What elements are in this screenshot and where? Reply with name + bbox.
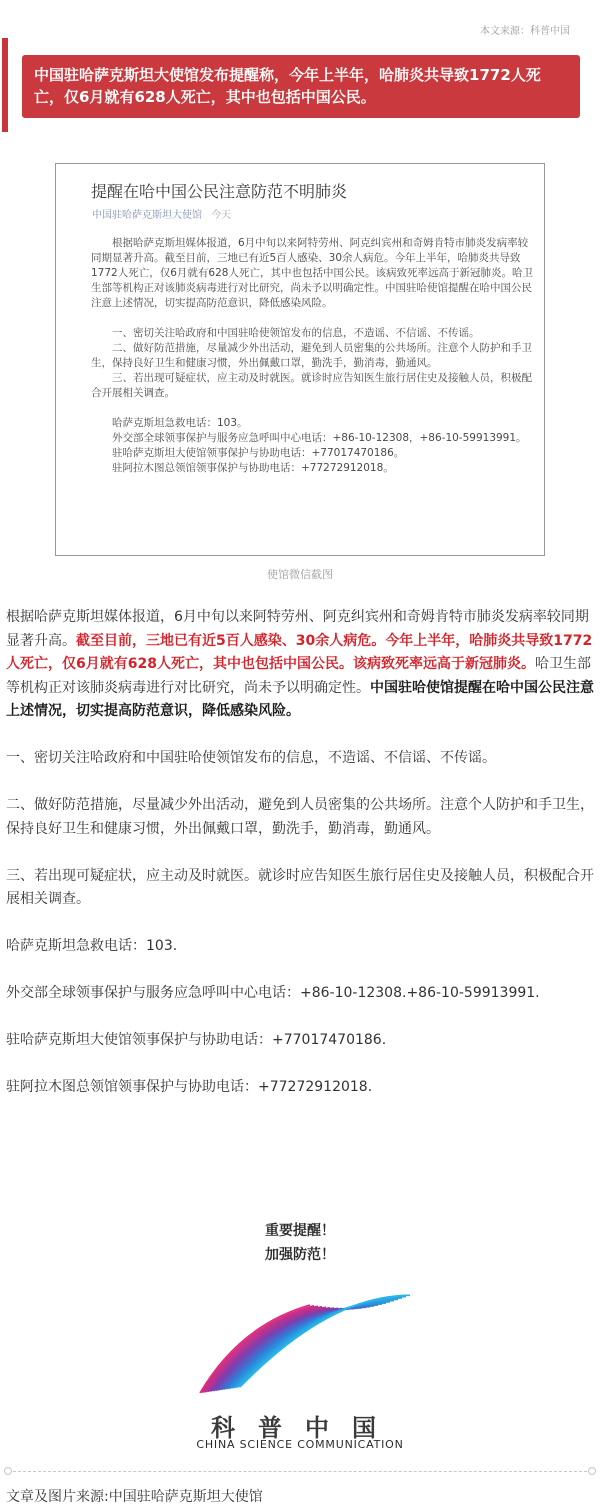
- slogan: [0, 1219, 600, 1267]
- article-text: 哈卫生部等机构正对该肺炎病毒进行对比研究，尚未予以明确定性。: [6, 656, 591, 696]
- article-paragraph: 驻哈萨克斯坦大使馆领事保护与协助电话：+77017470186.: [6, 1032, 387, 1048]
- headline-banner: 中国驻哈萨克斯坦大使馆发布提醒称，今年上半年，哈肺炎共导致1772人死亡，仅6月就有628人死亡，其中也包括中国公民。: [22, 55, 580, 118]
- notice-paragraph: 三、若出现可疑症状，应主动及时就医。就诊时应告知医生旅行居住史及接触人员，积极配合开展相关调查。: [91, 372, 532, 399]
- article-paragraph: [6, 606, 596, 724]
- article-paragraph: 驻阿拉木图总领馆领事保护与协助电话：+77272912018.: [6, 1079, 373, 1095]
- divider: [8, 1471, 592, 1472]
- notice-org[interactable]: 中国驻哈萨克斯坦大使馆: [92, 210, 202, 221]
- divider-end-dot: [588, 1467, 596, 1475]
- notice-date: 今天: [211, 210, 232, 221]
- notice-paragraph: 驻阿拉木图总领馆领事保护与协助电话：+77272912018。: [91, 462, 394, 474]
- notice-paragraph: 根据哈萨克斯坦媒体报道，6月中旬以来阿特劳州、阿克纠宾州和奇姆肯特市肺炎发病率较同期显著升高。截至目前，三地已有近5百人感染、30余人病危。今年上半年，哈肺炎共导致1772人死亡，仅6月就有628人死亡，其中也包括中国公民。该病致死率远高于新冠肺炎。哈卫生部等机构正对该肺炎病毒进行对比研究，尚未予以明确定性。中国驻哈使馆提醒在哈中国公民注意上述情况，切实提高防范意识，降低感染风险。: [91, 237, 533, 309]
- source-note: 本文来源：科普中国: [480, 26, 570, 37]
- article-paragraph: 外交部全球领事保护与服务应急呼叫中心电话：+86-10-12308.+86-10-59913991.: [6, 985, 540, 1001]
- article-paragraph: 哈萨克斯坦急救电话：103.: [6, 938, 178, 954]
- notice-paragraph: 一、密切关注哈政府和中国驻哈使领馆发布的信息，不造谣、不信谣、不传谣。: [91, 327, 480, 339]
- article-highlight-red: 截至目前，三地已有近5百人感染、30余人病危。今年上半年，哈肺炎共导致1772人死亡，仅6月就有628人死亡，其中也包括中国公民。该病致死率远高于新冠肺炎。: [6, 632, 593, 672]
- image-caption: 使馆微信截图: [267, 568, 333, 581]
- footer-source: 文章及图片来源:中国驻哈萨克斯坦大使馆: [6, 1489, 263, 1505]
- article-text: 根据哈萨克斯坦媒体报道，6月中旬以来阿特劳州、阿克纠宾州和奇姆肯特市肺炎发病率较同期显著升高。: [6, 609, 589, 649]
- notice-paragraph: 驻哈萨克斯坦大使馆领事保护与协助电话：+77017470186。: [91, 447, 405, 459]
- article-paragraph: 二、做好防范措施，尽量减少外出活动，避免到人员密集的公共场所。注意个人防护和手卫生，保持良好卫生和健康习惯，外出佩戴口罩，勤洗手，勤消毒，勤通风。: [6, 797, 594, 837]
- divider-end-dot: [4, 1467, 12, 1475]
- slogan-line: 加强防范！: [265, 1247, 335, 1263]
- notice-paragraph: 哈萨克斯坦急救电话：103。: [91, 417, 248, 429]
- china-science-logo: [160, 1285, 440, 1450]
- article-paragraph: 三、若出现可疑症状，应主动及时就医。就诊时应告知医生旅行居住史及接触人员，积极配合开展相关调查。: [6, 867, 594, 907]
- article-paragraph: 一、密切关注哈政府和中国驻哈使领馆发布的信息，不造谣、不信谣、不传谣。: [6, 750, 496, 766]
- notice-paragraph: 外交部全球领事保护与服务应急呼叫中心电话：+86-10-12308，+86-10-59913991。: [91, 432, 527, 444]
- logo-name-cn: 科普中国: [211, 1414, 399, 1442]
- logo-name-en: CHINA SCIENCE COMMUNICATION: [196, 1438, 404, 1451]
- notice-title: 提醒在哈中国公民注意防范不明肺炎: [91, 182, 348, 201]
- embassy-notice-screenshot: [55, 163, 545, 556]
- logo-ribbon-icon: [160, 1285, 440, 1405]
- notice-body: [91, 236, 537, 476]
- article-highlight-bold: 中国驻哈使馆提醒在哈中国公民注意上述情况，切实提高防范意识，降低感染风险。: [6, 679, 594, 719]
- article-body: [6, 606, 596, 1123]
- accent-bar: [2, 38, 8, 132]
- slogan-line: 重要提醒！: [265, 1223, 335, 1239]
- notice-meta: [92, 206, 231, 221]
- notice-paragraph: 二、做好防范措施，尽量减少外出活动，避免到人员密集的公共场所。注意个人防护和手卫生，保持良好卫生和健康习惯，外出佩戴口罩，勤洗手，勤消毒，勤通风。: [91, 342, 532, 369]
